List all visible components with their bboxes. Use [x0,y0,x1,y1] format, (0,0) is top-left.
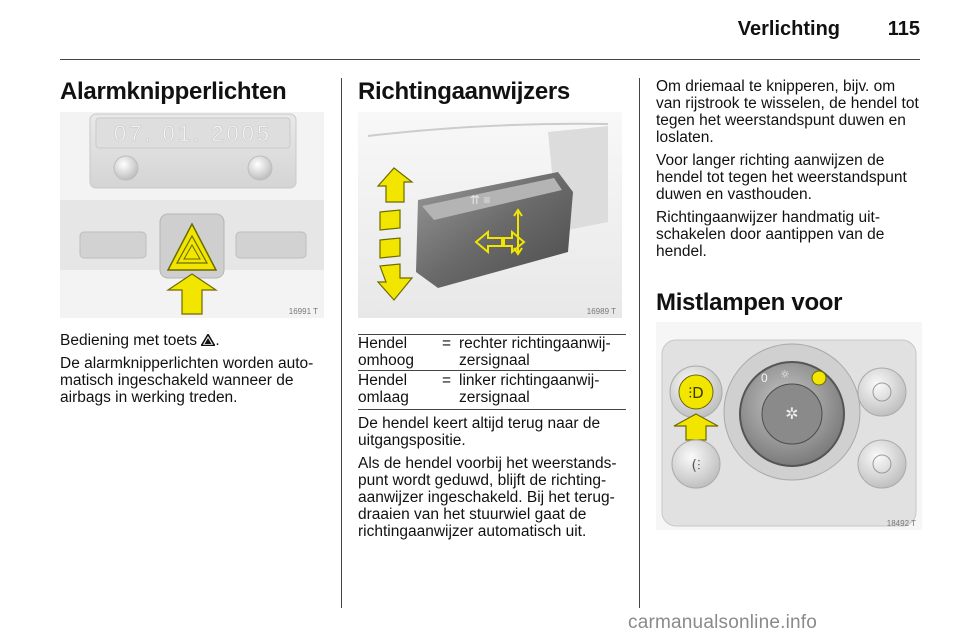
fog-position-indicator-icon [812,371,826,385]
clock-display-text: 07. 01. 2005 [113,121,273,146]
hazard-button-icon [201,334,215,346]
turn-signal-lever-illustration [358,112,622,318]
svg-text:⫶D: ⫶D [688,384,704,402]
lever-down-meaning: linker richtingaanwij-zersignaal [459,371,626,410]
operation-text: Bediening met toets [60,332,198,349]
running-header-title: Verlichting [737,18,840,40]
section-heading-fog-lights: Mistlampen voor [656,289,843,316]
column-divider-2 [639,78,640,608]
triple-flash-note: Om driemaal te knipperen, bijv. om van rijstrook te wisselen, de hendel tot tegen het weerstandspunt duwen en loslaten. [656,78,919,146]
dial-zero-label: 0 [761,371,768,385]
lever-return-note: De hendel keert altijd terug naar de uitgangspositie. [358,415,601,449]
figure-fog-light-switch [656,322,922,530]
figure-number: 18492 T [886,519,916,528]
light-switch-illustration [656,322,922,530]
lever-resistance-note: Als de hendel voorbij het weerstands-punt wordt geduwd, blijft de richting-aanwijzer ingeschakeld. Bij het terug-draaien van het stuurwiel gaat de richtingaanwijzer automatisch uit. [358,455,617,540]
col3-body [656,78,922,266]
figure-number: 16989 T [586,307,616,316]
section-heading-turn-signals: Richtingaanwijzers [358,78,570,105]
svg-text:⇈ ≡: ⇈ ≡ [470,193,491,207]
figure-hazard-switch [60,112,324,318]
svg-text:(⫶: (⫶ [691,458,701,474]
figure-number: 16991 T [288,307,318,316]
lever-up-meaning: rechter richtingaanwij-zersignaal [459,335,626,371]
svg-text:☼: ☼ [780,368,790,381]
header-rule [60,59,920,60]
column-divider-1 [341,78,342,608]
lever-definition-table: Hendel omhoog = rechter richtingaanwij-zersignaal Hendel omlaag = linker richtingaanwij-zersignaal [358,334,626,410]
svg-text:✲: ✲ [785,404,799,423]
page-number: 115 [887,18,920,40]
airbag-note: De alarmknipperlichten worden auto-matisch ingeschakeld wanneer de airbags in werking treden. [60,355,314,406]
hazard-switch-illustration [60,112,324,318]
col2-body [358,415,626,546]
lever-down-label: Hendel omlaag [358,371,442,410]
col1-body: Bediening met toets . De alarmknipperlichten worden auto-matisch ingeschakeld wanneer de airbags in werking treden. [60,332,328,412]
lever-up-label: Hendel omhoog [358,335,442,371]
figure-turn-signal-lever [358,112,622,318]
watermark: carmanualsonline.info [628,612,818,633]
manual-cancel-note: Richtingaanwijzer handmatig uit-schakelen door aantippen van de hendel. [656,209,885,260]
section-heading-alarm: Alarmknipperlichten [60,78,287,105]
long-signal-note: Voor langer richting aanwijzen de hendel tot tegen het weerstandspunt duwen en vasthouden. [656,152,907,203]
